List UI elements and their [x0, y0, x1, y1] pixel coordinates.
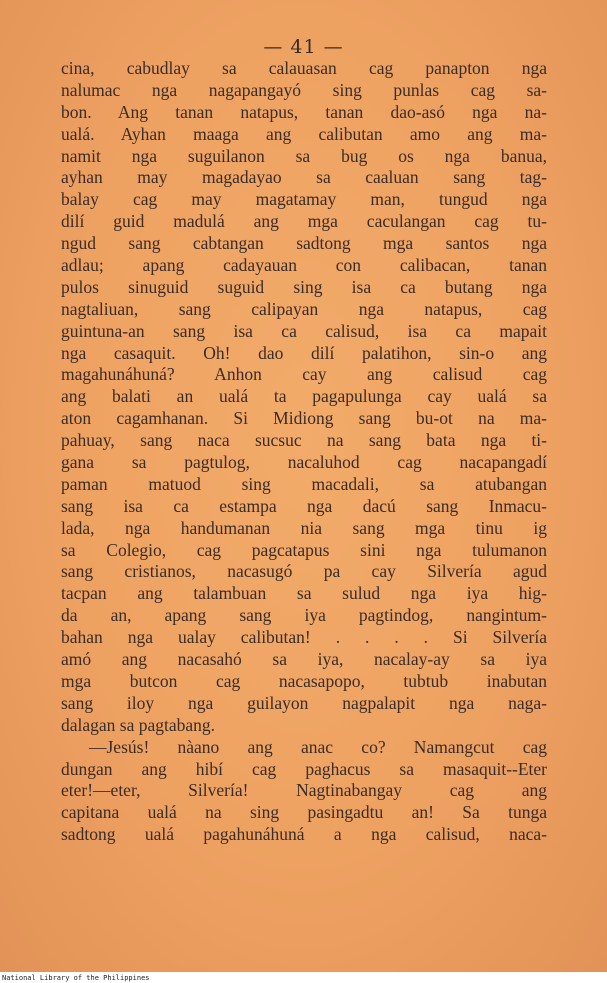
- text-line: pahuay, sang naca sucsuc na sang bata nga ti-: [61, 430, 547, 451]
- text-line: balay cag may magatamay man, tungud nga: [61, 189, 547, 210]
- text-line: ayhan may magadayao sa caaluan sang tag-: [61, 167, 547, 188]
- text-line: eter!—eter, Silvería! Nagtinabangay cag ang: [61, 780, 547, 801]
- text-line: tacpan ang talambuan sa sulud nga iya hig-: [61, 583, 547, 604]
- text-line: magahunáhuná? Anhon cay ang calisud cag: [61, 364, 547, 385]
- text-line: lada, nga handumanan nia sang mga tinu ig: [61, 517, 547, 538]
- text-line: pulos sinuguid suguid sing isa ca butang nga: [61, 276, 547, 297]
- text-line: sa Colegio, cag pagcatapus sini nga tulumanon: [61, 539, 547, 560]
- text-line: dilí guid madulá ang mga caculangan cag tu-: [61, 211, 547, 232]
- text-line: cina, cabudlay sa calauasan cag panapton nga: [61, 58, 547, 78]
- text-line: amó ang nacasahó sa iya, nacalay-ay sa iya: [61, 649, 547, 670]
- text-line: nagtaliuan, sang calipayan nga natapus, cag: [61, 298, 547, 319]
- body-text: [61, 58, 547, 846]
- text-line: aton cagamhanan. Si Midiong sang bu-ot na ma-: [61, 408, 547, 429]
- text-line: nga casaquit. Oh! dao dilí palatihon, sin-o ang: [61, 342, 547, 363]
- text-line: sang cristianos, nacasugó pa cay Silvería agud: [61, 561, 547, 582]
- text-line: ang balati an ualá ta pagapulunga cay ualá sa: [61, 386, 547, 407]
- text-line: namit nga suguilanon sa bug os nga banua,: [61, 145, 547, 166]
- text-line: sadtong ualá pagahunáhuná a nga calisud, naca-: [61, 824, 547, 845]
- text-line: bon. Ang tanan natapus, tanan dao-asó nga na-: [61, 101, 547, 122]
- page-number: — 41 —: [263, 36, 344, 58]
- text-line: sang iloy nga guilayon nagpalapit nga naga-: [61, 692, 547, 713]
- text-line: nalumac nga nagapangayó sing punlas cag sa-: [61, 79, 547, 100]
- text-line: mga butcon cag nacasapopo, tubtub inabutan: [61, 670, 547, 691]
- text-line: —Jesús! nàano ang anac co? Namangcut cag: [89, 736, 547, 757]
- text-line: adlau; apang cadayauan con calibacan, tanan: [61, 255, 547, 276]
- text-line: da an, apang sang iya pagtindog, nangintum-: [61, 605, 547, 626]
- text-line: dungan ang hibí cag paghacus sa masaquit--Eter: [61, 758, 547, 779]
- text-line: ualá. Ayhan maaga ang calibutan amo ang ma-: [61, 123, 547, 144]
- text-line: capitana ualá na sing pasingadtu an! Sa tunga: [61, 802, 547, 823]
- text-line: sang isa ca estampa nga dacú sang Inmacu-: [61, 495, 547, 516]
- text-line: paman matuod sing macadali, sa atubangan: [61, 473, 547, 494]
- text-line: guintuna-an sang isa ca calisud, isa ca mapait: [61, 320, 547, 341]
- text-line: bahan nga ualay calibutan! . . . . Si Silvería: [61, 627, 547, 648]
- text-line: gana sa pagtulog, nacaluhod cag nacapangadí: [61, 452, 547, 473]
- library-credit: National Library of the Philippines: [2, 974, 150, 982]
- text-line: dalagan sa pagtabang.: [61, 714, 216, 735]
- text-line: ngud sang cabtangan sadtong mga santos nga: [61, 233, 547, 254]
